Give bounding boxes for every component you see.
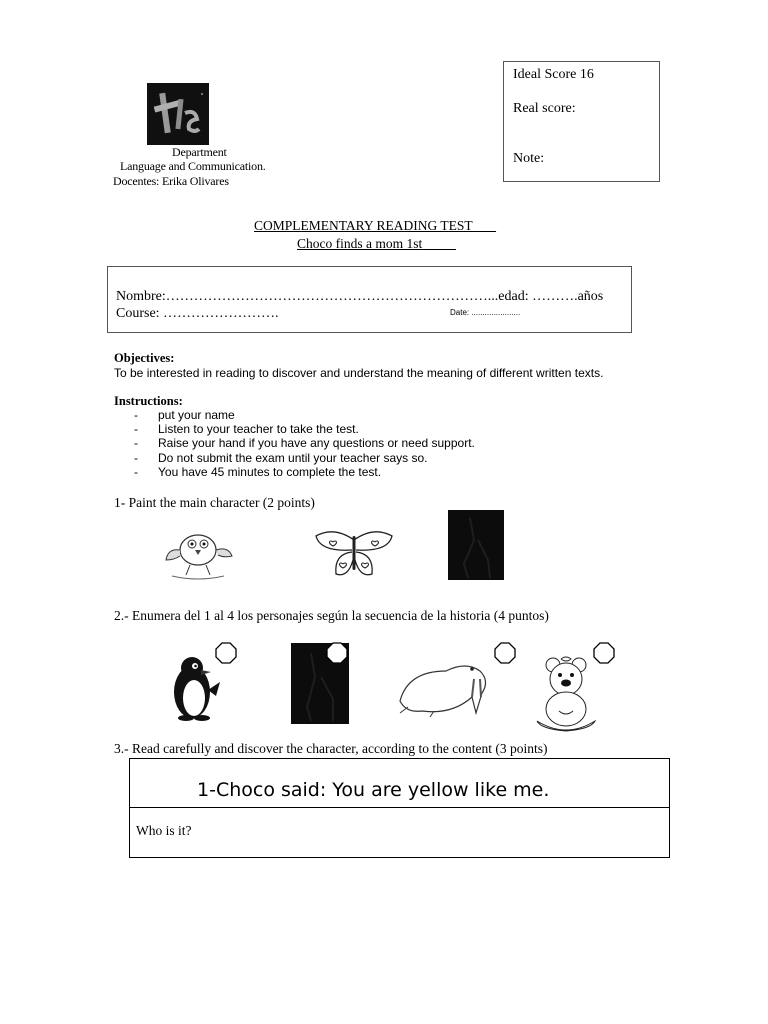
test-subtitle: Choco finds a mom 1st (297, 236, 423, 251)
butterfly-icon[interactable] (313, 530, 395, 580)
department-label: Department (172, 145, 227, 159)
bear-icon[interactable] (531, 655, 601, 733)
answer-prompt[interactable]: Who is it? (136, 823, 192, 838)
objectives-heading: Objectives: (114, 351, 175, 365)
question-3-box (129, 758, 670, 858)
bullet: - (134, 422, 138, 437)
teachers-label: Docentes: Erika Olivares (113, 174, 229, 188)
clue-sentence: 1-Choco said: You are yellow like me. (197, 779, 550, 801)
bird-icon[interactable] (160, 520, 236, 584)
walrus-icon[interactable] (394, 655, 494, 717)
name-field[interactable]: Nombre:……………………………………………………………...edad: ……….años (116, 289, 604, 304)
giraffe-icon[interactable] (448, 510, 504, 580)
subject-label: Language and Communication. (120, 159, 266, 173)
student-info-box (107, 266, 632, 333)
octagon-icon[interactable] (326, 642, 348, 664)
date-field[interactable]: Date: ...................... (450, 308, 521, 317)
test-title: COMPLEMENTARY READING TEST (254, 218, 473, 233)
bullet: - (134, 408, 138, 422)
bullet: - (134, 464, 138, 479)
octagon-icon[interactable] (593, 642, 615, 664)
list-item: - Listen to your teacher to take the test. (134, 422, 359, 437)
department-logo (147, 83, 209, 145)
question-1: 1- Paint the main character (2 points) (114, 495, 315, 510)
bullet: - (134, 450, 138, 465)
octagon-icon[interactable] (494, 642, 516, 664)
real-score: Real score: (513, 101, 576, 116)
list-item: - Raise your hand if you have any questions or need support. (134, 436, 475, 451)
octagon-icon[interactable] (215, 642, 237, 664)
course-field[interactable]: Course: ……………………. (116, 306, 279, 321)
list-item: - Do not submit the exam until your teacher says so. (134, 450, 428, 465)
instructions-heading: Instructions: (114, 394, 183, 408)
list-item: - You have 45 minutes to complete the test. (134, 464, 382, 479)
list-item: - put your name (134, 408, 235, 422)
instructions-list (134, 408, 475, 479)
ideal-score: Ideal Score 16 (513, 67, 594, 82)
score-box (503, 61, 660, 182)
divider (130, 807, 669, 808)
question-3: 3.- Read carefully and discover the character, according to the content (3 points) (114, 741, 548, 756)
note: Note: (513, 151, 545, 166)
objectives-text: To be interested in reading to discover and understand the meaning of different written texts. (114, 366, 604, 380)
bullet: - (134, 436, 138, 451)
question-2: 2.- Enumera del 1 al 4 los personajes según la secuencia de la historia (4 puntos) (114, 608, 549, 623)
